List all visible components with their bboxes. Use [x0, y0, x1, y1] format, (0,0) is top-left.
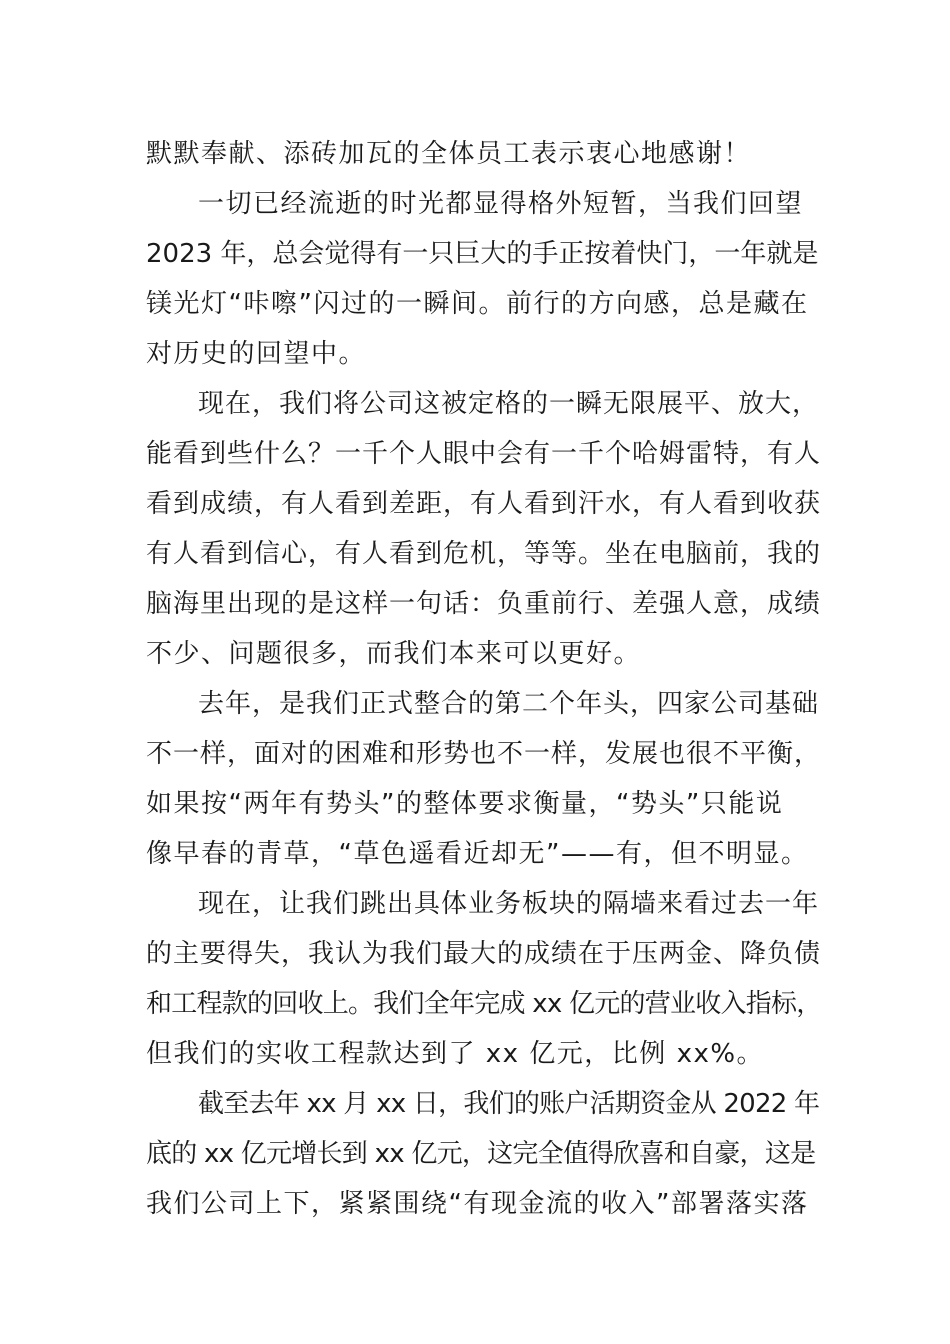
text-line: 不少、问题很多，而我们本来可以更好。	[146, 639, 642, 669]
text-line: 的主要得失，我认为我们最大的成绩在于压两金、降负债	[146, 939, 822, 969]
text-line: 和工程款的回收上。我们全年完成 xx 亿元的营业收入指标，	[146, 989, 822, 1019]
text-line: 默默奉献、添砖加瓦的全体员工表示衷心地感谢！	[146, 139, 752, 169]
paragraph-first-line: 一切已经流逝的时光都显得格外短暂，当我们回望	[198, 189, 804, 219]
text-line: 如果按“两年有势头”的整体要求衡量，“势头”只能说	[146, 789, 784, 819]
paragraph-first-line: 现在，我们将公司这被定格的一瞬无限展平、放大，	[198, 389, 820, 419]
paragraph-first-line: 去年，是我们正式整合的第二个年头，四家公司基础	[198, 689, 820, 719]
paragraph-first-line: 现在，让我们跳出具体业务板块的隔墙来看过去一年	[198, 889, 820, 919]
text-line: 2023 年，总会觉得有一只巨大的手正按着快门，一年就是	[146, 239, 819, 269]
text-line: 对历史的回望中。	[146, 339, 367, 369]
text-line: 镁光灯“咔嚓”闪过的一瞬间。前行的方向感，总是藏在	[146, 289, 809, 319]
text-line: 有人看到信心，有人看到危机，等等。坐在电脑前，我的	[146, 539, 822, 569]
text-line: 但我们的实收工程款达到了 xx 亿元，比例 xx%。	[146, 1039, 765, 1069]
paragraph-first-line: 截至去年 xx 月 xx 日，我们的账户活期资金从 2022 年	[198, 1089, 820, 1119]
text-line: 底的 xx 亿元增长到 xx 亿元，这完全值得欣喜和自豪，这是	[146, 1139, 816, 1169]
text-line: 看到成绩，有人看到差距，有人看到汗水，有人看到收获	[146, 489, 822, 519]
text-line: 能看到些什么？一千个人眼中会有一千个哈姆雷特，有人	[146, 439, 822, 469]
text-line: 像早春的青草，“草色遥看近却无”——有，但不明显。	[146, 839, 809, 869]
text-line: 不一样，面对的困难和形势也不一样，发展也很不平衡，	[146, 739, 822, 769]
text-line: 我们公司上下，紧紧围绕“有现金流的收入”部署落实落	[146, 1189, 809, 1219]
text-line: 脑海里出现的是这样一句话：负重前行、差强人意，成绩	[146, 589, 822, 619]
